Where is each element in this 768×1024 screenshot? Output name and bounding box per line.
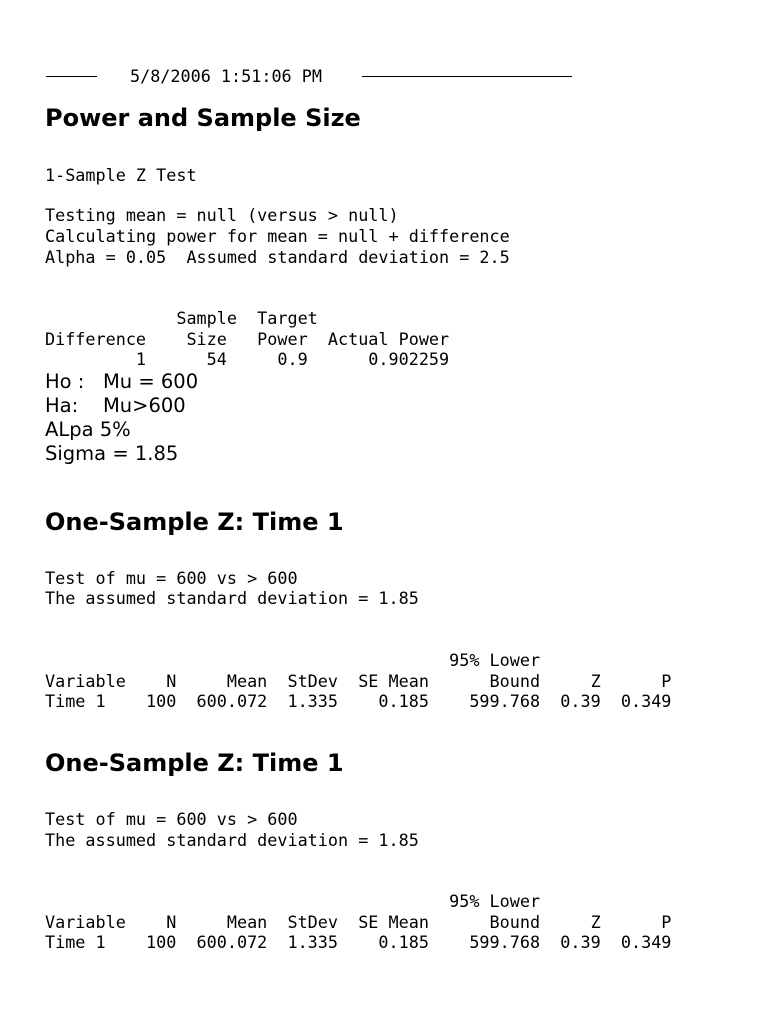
power-test-name: 1-Sample Z Test bbox=[45, 165, 197, 185]
power-table-row: 1 54 0.9 0.902259 bbox=[45, 349, 450, 369]
header-rule-left bbox=[46, 76, 97, 77]
header-rule-right bbox=[362, 76, 572, 77]
ztest-2-title: One-Sample Z: Time 1 bbox=[45, 749, 344, 777]
ztest-1-header-1: 95% Lower bbox=[45, 650, 541, 670]
power-section-title: Power and Sample Size bbox=[45, 104, 361, 132]
power-line-3: Alpha = 0.05 Assumed standard deviation = 2.5 bbox=[45, 247, 510, 267]
ztest-2-row: Time 1 100 600.072 1.335 0.185 599.768 0.39 0.349 bbox=[45, 932, 672, 952]
note-alpha: ALpa 5% bbox=[45, 418, 131, 441]
note-sigma: Sigma = 1.85 bbox=[45, 442, 179, 465]
power-table-header-1: Sample Target bbox=[45, 308, 318, 328]
ztest-2-header-1: 95% Lower bbox=[45, 891, 541, 911]
power-line-2: Calculating power for mean = null + difference bbox=[45, 226, 510, 246]
note-alt-hypothesis: Ha: Mu>600 bbox=[45, 394, 186, 417]
power-line-1: Testing mean = null (versus > null) bbox=[45, 205, 399, 225]
note-null-hypothesis: Ho : Mu = 600 bbox=[45, 370, 199, 393]
ztest-1-title: One-Sample Z: Time 1 bbox=[45, 508, 344, 536]
ztest-2-sd-line: The assumed standard deviation = 1.85 bbox=[45, 830, 419, 850]
ztest-1-row: Time 1 100 600.072 1.335 0.185 599.768 0.39 0.349 bbox=[45, 691, 672, 711]
session-timestamp: 5/8/2006 1:51:06 PM bbox=[130, 66, 322, 86]
ztest-1-test-line: Test of mu = 600 vs > 600 bbox=[45, 568, 298, 588]
ztest-2-test-line: Test of mu = 600 vs > 600 bbox=[45, 809, 298, 829]
ztest-2-header-2: Variable N Mean StDev SE Mean Bound Z P bbox=[45, 912, 672, 932]
ztest-1-sd-line: The assumed standard deviation = 1.85 bbox=[45, 588, 419, 608]
ztest-1-header-2: Variable N Mean StDev SE Mean Bound Z P bbox=[45, 671, 672, 691]
power-table-header-2: Difference Size Power Actual Power bbox=[45, 329, 450, 349]
